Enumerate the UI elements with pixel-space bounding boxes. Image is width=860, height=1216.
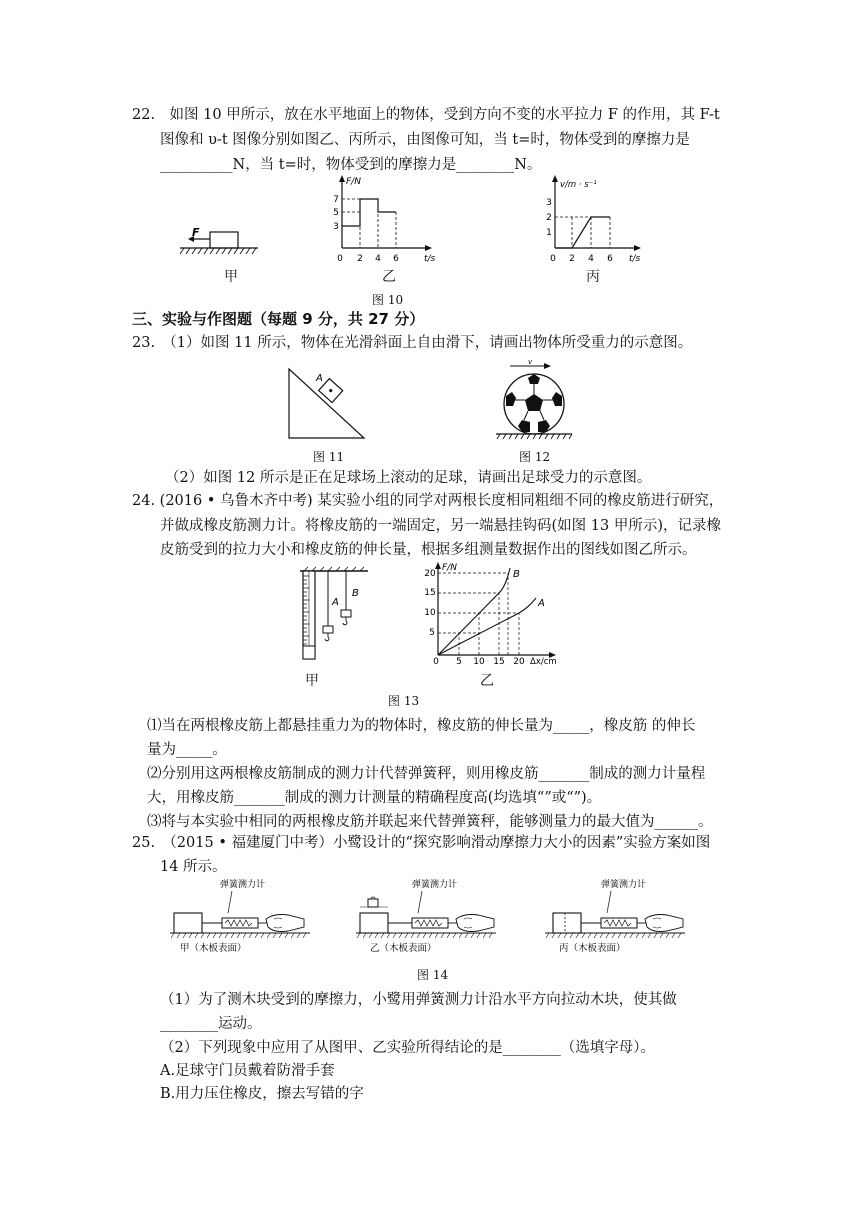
x-axis-arrow [634,245,641,251]
curve-A-label: A [538,598,545,609]
incline-triangle [289,369,364,438]
y-tick-1: 1 [546,228,552,238]
y-tick-15: 15 [424,588,436,598]
q24-sub1-line-1: ⑴当在两根橡皮筋上都悬挂重力为的物体时，橡皮筋的伸长量为_____，橡皮筋 的伸长 [147,718,696,734]
x-axis-label: t/s [629,254,641,264]
weight-B [341,610,351,617]
q25-option-b: B.用力压住橡皮，擦去写错的字 [160,1086,364,1102]
q25-line-2: 14 所示。 [160,859,227,875]
setup-caption: 乙（木板表面） [370,943,437,954]
weight-A [323,626,333,633]
x-tick-4: 4 [588,254,594,264]
force-label: F [192,226,200,239]
fig14-jia-setup [170,875,312,957]
y-tick-20: 20 [424,569,436,579]
ruler-base [303,646,315,659]
scale-pointer [607,891,611,913]
origin-label: 0 [550,254,556,264]
wood-block [553,913,581,933]
x-tick-2: 2 [569,254,575,264]
label-A: A [332,597,339,608]
weight [368,899,378,907]
q24-line-1: 24. (2016 • 乌鲁木齐中考) 某实验小组的同学对两根长度相同粗细不同的橡皮筋进行研究， [132,493,724,509]
q25-sub2-line: （2）下列现象中应用了从图甲、乙实验所得结论的是________（选填字母）。 [160,1040,655,1056]
y-axis-arrow [339,175,345,182]
fig10-yi-graph [330,172,445,264]
guide-lines [555,217,610,248]
scale-pointer [418,891,422,913]
fig13-yi-label: 乙 [480,673,494,689]
curve-B [438,568,510,655]
y-tick-5: 5 [333,208,339,218]
wood-block [360,913,388,933]
x-tick-10: 10 [473,657,485,666]
hook-B [343,617,347,625]
section-3-title: 三、实验与作图题（每题 9 分，共 27 分） [132,310,425,328]
fig10-jia-diagram [178,226,260,260]
y-axis-label: F/N [346,177,361,187]
fig14-yi-setup [356,875,498,957]
x-tick-6: 6 [393,254,399,264]
fig13-caption: 图 13 [388,694,420,708]
ground-hatch [180,248,256,254]
fig11-incline [286,366,368,440]
q24-sub1-line-2: 量为_____。 [147,742,227,758]
q25-option-a: A.足球守门员戴着防滑手套 [160,1063,335,1079]
hand [645,915,683,932]
guide-lines [342,199,396,248]
label-B: B [352,588,359,599]
y-tick-5: 5 [429,628,435,638]
q25-sub1-line-2: ________运动。 [160,1016,262,1032]
curve-A [438,598,536,655]
y-axis-label: F/N [442,563,457,573]
x-axis-arrow [425,245,432,251]
x-tick-20: 20 [513,657,525,666]
fig12-caption: 图 12 [519,450,551,464]
y-axis-arrow [435,562,441,569]
setup-caption: 甲（木板表面） [180,943,247,954]
velocity-label: v [528,358,533,366]
y-tick-10: 10 [424,608,436,618]
hook-A [325,633,329,641]
fig10-bing-label: 丙 [586,269,600,285]
q23-line-1: 23. （1）如图 11 所示，物体在光滑斜面上自由滑下，请画出物体所受重力的示意图。 [132,335,693,351]
fig14-caption: 图 14 [417,968,449,982]
q24-line-2: 并做成橡皮筋测力计。将橡皮筋的一端固定，另一端悬挂钩码(如图 13 甲所示)，记录橡 [160,518,721,534]
fig10-caption: 图 10 [372,293,404,307]
block [210,232,238,248]
hand [456,915,494,932]
y-tick-3: 3 [333,222,339,232]
fig10-bing-graph [541,172,656,264]
q24-line-3: 皮筋受到的拉力大小和橡皮筋的伸长量，根据多组测量数据作出的图线如图乙所示。 [160,542,697,558]
force-curve [342,199,396,226]
q24-sub2-line-1: ⑵分别用这两根橡皮筋制成的测力计代替弹簧秤，则用橡皮筋_______制成的测力计量程 [147,766,706,782]
fig12-soccer-ball [494,356,574,442]
fig10-jia-label: 甲 [224,269,238,285]
ground-hatch [497,434,572,439]
fig13-jia-label: 甲 [305,673,319,689]
fig10-yi-label: 乙 [382,269,396,285]
fig13-jia-apparatus [298,566,372,666]
scale-label: 弹簧测力计 [220,880,266,890]
curve-B-label: B [513,569,520,580]
q25-line-1: 25. （2015 • 福建厦门中考）小鹭设计的“探究影响滑动摩擦力大小的因素”实验方案如图 [132,835,711,851]
origin-label: 0 [337,254,343,264]
q23-line-2: （2）如图 12 所示是正在足球场上滚动的足球，请画出足球受力的示意图。 [165,470,652,486]
scale-pointer [228,891,232,913]
y-axis-arrow [552,175,558,182]
origin-label: 0 [433,657,439,666]
fig14-bing-setup [545,875,687,957]
y-tick-2: 2 [546,213,552,223]
y-axis-label: v/m · s⁻¹ [560,180,597,190]
x-tick-5: 5 [456,657,462,666]
velocity-arrowhead [544,363,551,369]
x-tick-15: 15 [493,657,505,666]
y-tick-7: 7 [333,195,339,205]
hand [266,915,304,932]
q22-line-3: __________N，当 t=时，物体受到的摩擦力是________N。 [160,157,542,173]
wood-block [174,913,202,933]
scale-label: 弹簧测力计 [601,880,647,890]
velocity-curve [555,217,610,248]
y-tick-3: 3 [546,198,552,208]
fig11-caption: 图 11 [313,450,345,464]
x-tick-2: 2 [357,254,363,264]
q22-line-1: 22. 如图 10 甲所示，放在水平地面上的物体，受到方向不变的水平拉力 F 的作用，其 F-t [132,107,720,123]
setup-caption: 丙（木板表面） [559,943,626,954]
q22-line-2: 图像和 υ-t 图像分别如图乙、丙所示，由图像可知，当 t=时，物体受到的摩擦力是 [160,132,690,148]
fig13-yi-graph [420,558,568,666]
x-axis-label: t/s [424,254,436,264]
board-hatch [357,933,492,938]
x-tick-6: 6 [607,254,613,264]
q24-sub3-line: ⑶将与本实验中相同的两根橡皮筋并联起来代替弹簧秤，能够测量力的最大值为______。 [147,814,713,830]
board-hatch [171,933,306,938]
x-axis-label: Δx/cm [530,657,557,666]
x-tick-4: 4 [375,254,381,264]
board-hatch [546,933,681,938]
block-label: A [316,373,323,384]
scale-label: 弹簧测力计 [412,880,458,890]
q24-sub2-line-2: 大，用橡皮筋_______制成的测力计测量的精确程度高(均选填“”或“”)。 [147,790,602,806]
q25-sub1-line-1: （1）为了测木块受到的摩擦力，小鹭用弹簧测力计沿水平方向拉动木块，使其做 [160,992,677,1008]
